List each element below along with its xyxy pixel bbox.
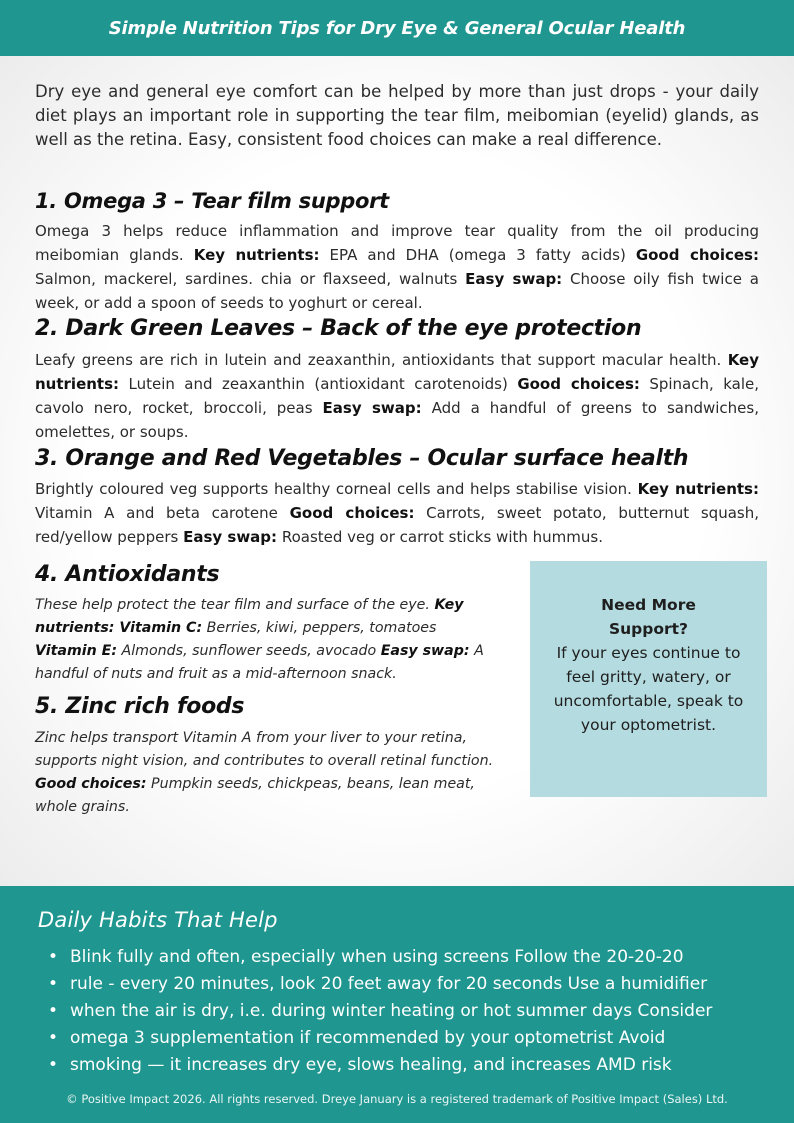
- section-2-body: Leafy greens are rich in lutein and zeaxanthin, antioxidants that support macular health. Key nutrients: Lutein and zeaxanthin (antioxidant carotenoids) Good choices: Spinach, kale, cavolo nero, rocket, broccoli, peas Easy swap: Add a handful of greens to sandwiches, omelettes, or soups.: [35, 351, 759, 441]
- intro-paragraph: Dry eye and general eye comfort can be helped by more than just drops - your daily diet plays an important role in supporting the tear film, meibomian (eyelid) glands, as well as the retina. Easy, consistent food choices can make a real difference.: [35, 82, 759, 149]
- section-5-title: 5. Zinc rich foods: [35, 694, 245, 719]
- support-callout: [530, 561, 767, 797]
- section-3-body: Brightly coloured veg supports healthy corneal cells and helps stabilise vision. Key nutrients: Vitamin A and beta carotene Good choices: Carrots, sweet potato, butternut squash, red/yellow peppers Easy swap: Roasted veg or carrot sticks with hummus.: [35, 480, 759, 546]
- habit-item: • rule - every 20 minutes, look 20 feet away for 20 seconds Use a humidifier: [38, 971, 758, 998]
- section-1-body: Omega 3 helps reduce inflammation and improve tear quality from the oil producing meibomian glands. Key nutrients: EPA and DHA (omega 3 fatty acids) Good choices: Salmon, mackerel, sardines. chia or flaxseed, walnuts Easy swap: Choose oily fish twice a week, or add a spoon of seeds to yoghurt or cereal.: [35, 222, 759, 312]
- habits-footer: [0, 886, 794, 1123]
- support-title: Need More Support?: [601, 596, 696, 638]
- header-bar: [0, 0, 794, 56]
- habit-item: • smoking — it increases dry eye, slows healing, and increases AMD risk: [38, 1052, 758, 1079]
- habit-item: • Blink fully and often, especially when using screens Follow the 20-20-20: [38, 944, 758, 971]
- habit-item: • omega 3 supplementation if recommended by your optometrist Avoid: [38, 1025, 758, 1052]
- copyright-notice: © Positive Impact 2026. All rights reserved. Dreye January is a registered trademark of Positive Impact (Sales) Ltd.: [66, 1092, 728, 1106]
- section-4-title: 4. Antioxidants: [35, 562, 220, 587]
- habit-item: • when the air is dry, i.e. during winter heating or hot summer days Consider: [38, 998, 758, 1025]
- section-1-title: 1. Omega 3 – Tear film support: [35, 189, 389, 213]
- section-2-title: 2. Dark Green Leaves – Back of the eye protection: [35, 316, 642, 341]
- habits-title: Daily Habits That Help: [38, 908, 278, 932]
- section-4-body: These help protect the tear film and surface of the eye. Key nutrients: Vitamin C: Berries, kiwi, peppers, tomatoes Vitamin E: Almonds, sunflower seeds, avocado Easy swap: A handful of nuts and fruit as a mid-afternoon snack.: [35, 597, 484, 682]
- page-title: Simple Nutrition Tips for Dry Eye & General Ocular Health: [108, 17, 686, 39]
- habits-list: [38, 944, 758, 1079]
- support-text: If your eyes continue to feel gritty, watery, or uncomfortable, speak to your optometrist.: [553, 644, 744, 734]
- section-3-title: 3. Orange and Red Vegetables – Ocular surface health: [35, 446, 689, 471]
- section-5-body: Zinc helps transport Vitamin A from your liver to your retina, supports night vision, and contributes to overall retinal function. Good choices: Pumpkin seeds, chickpeas, beans, lean meat, whole grains.: [35, 730, 494, 815]
